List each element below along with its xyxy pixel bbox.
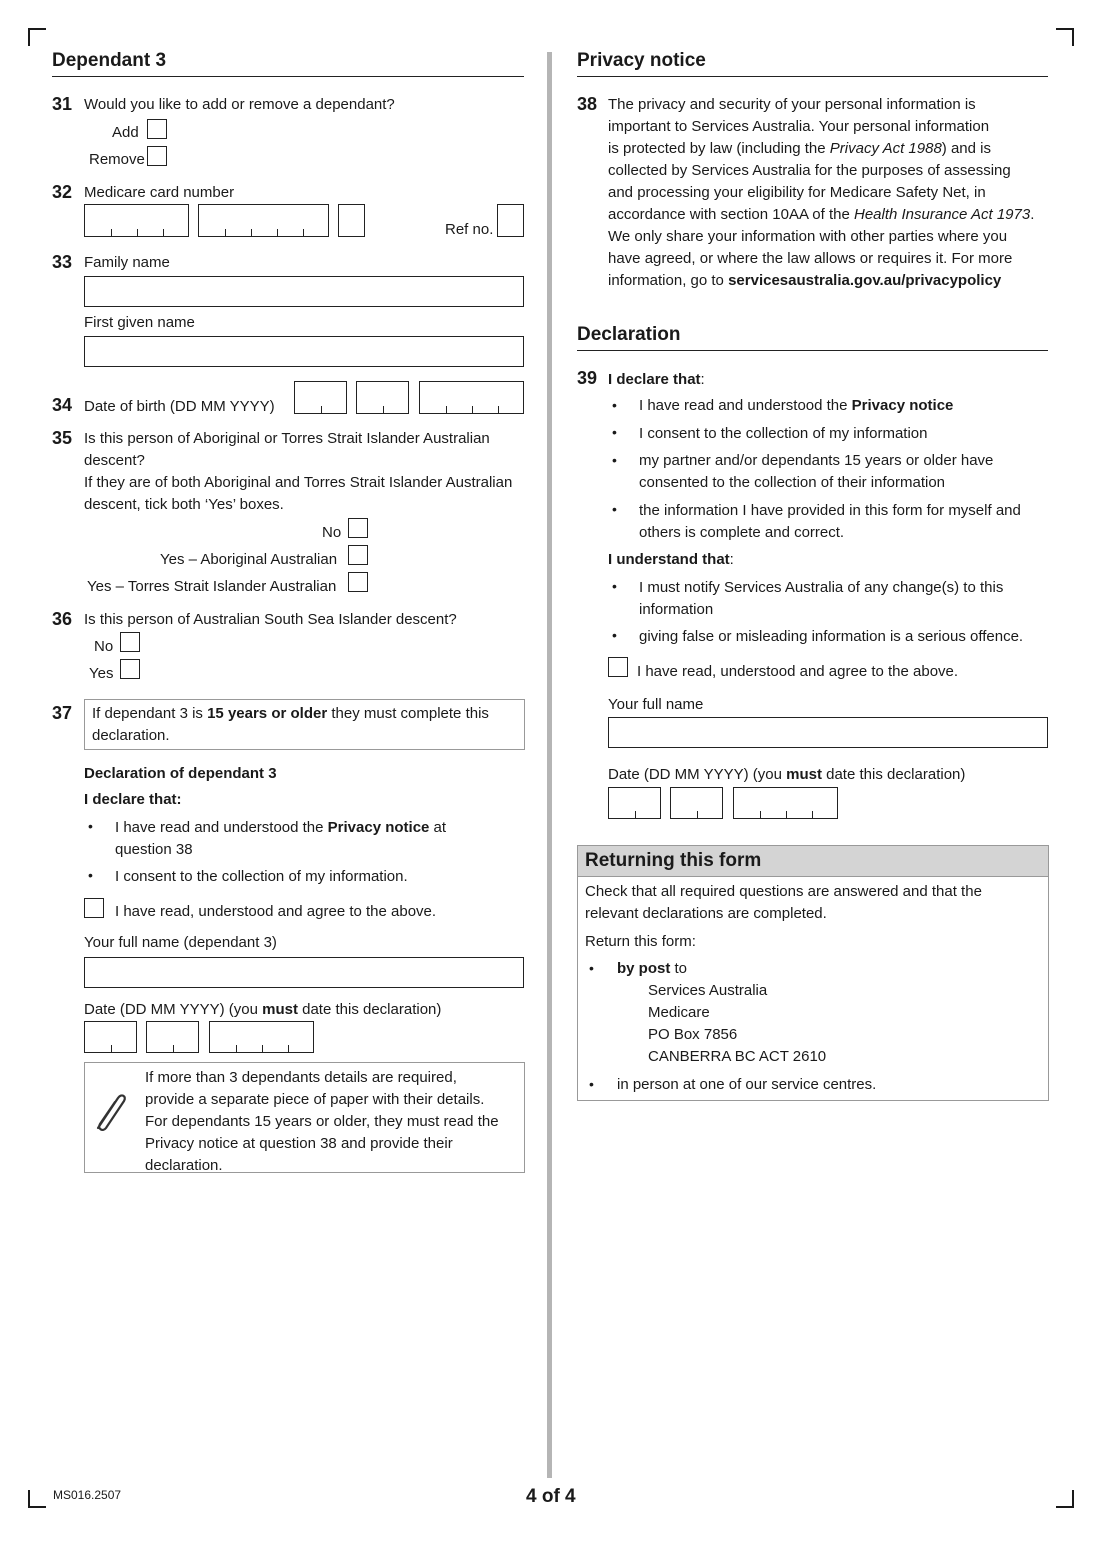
declaration-item: the information I have provided in this form for myself and [639, 502, 1021, 519]
declaration-item: I have read and understood the Privacy notice [639, 397, 954, 414]
declare-that-label: I declare that: [608, 371, 705, 388]
declaration-heading: Declaration of dependant 3 [84, 765, 277, 782]
address-line: Medicare [648, 1004, 710, 1021]
address-line: CANBERRA BC ACT 2610 [648, 1048, 827, 1065]
bullet: • [612, 397, 617, 413]
section-title-declaration: Declaration [577, 324, 681, 345]
page-number: 4 of 4 [526, 1486, 576, 1507]
bullet: • [612, 501, 617, 517]
crop-mark-top-left [28, 28, 30, 46]
crop-mark-bottom-left [28, 1490, 30, 1508]
understand-that-label: I understand that: [608, 551, 734, 568]
privacy-text: accordance with section 10AA of the Health Insurance Act 1973. [608, 206, 1035, 223]
checkbox-no[interactable] [348, 518, 368, 538]
info-text: declaration. [145, 1157, 223, 1174]
privacy-text: have agreed, or where the law allows or requires it. For more [608, 250, 1013, 267]
field-label: Date of birth (DD MM YYYY) [84, 398, 275, 415]
returning-text: relevant declarations are completed. [585, 905, 827, 922]
bullet: • [589, 960, 594, 976]
question-text: Is this person of Aboriginal or Torres Strait Islander Australian [84, 430, 490, 447]
declaration-item: others is complete and correct. [639, 524, 845, 541]
field-label: Your full name (dependant 3) [84, 934, 277, 951]
field-label: Family name [84, 254, 170, 271]
returning-title: Returning this form [585, 850, 762, 871]
crop-mark-top-right [1072, 28, 1074, 46]
address-line: PO Box 7856 [648, 1026, 738, 1043]
checkbox-no[interactable] [120, 632, 140, 652]
declaration-item: information [639, 601, 714, 618]
option-label-no: No [322, 524, 342, 541]
note-text: If dependant 3 is 15 years or older they must complete this [92, 705, 489, 722]
question-number: 35 [52, 428, 73, 448]
option-label-remove: Remove [89, 151, 145, 168]
question-number: 38 [577, 94, 598, 114]
declaration-item: I must notify Services Australia of any change(s) to this [639, 579, 1004, 596]
declaration-item: giving false or misleading information is a serious offence. [639, 628, 1024, 645]
question-text: descent? [84, 452, 145, 469]
info-text: provide a separate piece of paper with their details. [145, 1091, 485, 1108]
section-rule [577, 76, 1048, 77]
question-text: Would you like to add or remove a dependant? [84, 96, 395, 113]
privacy-text: We only share your information with other parties where you [608, 228, 1008, 245]
crop-mark-bottom-left [28, 1506, 46, 1508]
section-rule [577, 350, 1048, 351]
declaration-date-year-field[interactable] [733, 787, 838, 819]
question-number: 32 [52, 182, 73, 202]
return-by-post: by post to [617, 960, 688, 977]
decl-date-day-field[interactable] [84, 1021, 137, 1053]
section-rule [52, 76, 524, 77]
question-text: Is this person of Australian South Sea Islander descent? [84, 611, 457, 628]
question-number: 34 [52, 395, 73, 415]
bullet: • [612, 424, 617, 440]
declaration-date-day-field[interactable] [608, 787, 661, 819]
dob-day-field[interactable] [294, 381, 347, 414]
bullet: • [88, 867, 93, 883]
privacy-text: is protected by law (including the Privacy Act 1988) and is [608, 140, 991, 157]
ref-no-label: Ref no. [445, 221, 494, 238]
family-name-field[interactable] [84, 276, 524, 307]
checkbox-add[interactable] [147, 119, 167, 139]
medicare-card-part-1[interactable] [84, 204, 189, 237]
option-label-no: No [94, 638, 114, 655]
decl-date-month-field[interactable] [146, 1021, 199, 1053]
privacy-text: collected by Services Australia for the purposes of assessing [608, 162, 1011, 179]
agree-checkbox[interactable] [84, 898, 104, 918]
given-name-field[interactable] [84, 336, 524, 367]
declaration-item: I consent to the collection of my information. [115, 868, 408, 885]
bullet: • [612, 627, 617, 643]
form-code: MS016.2507 [53, 1488, 122, 1502]
checkbox-remove[interactable] [147, 146, 167, 166]
question-number: 33 [52, 252, 73, 272]
privacy-text: important to Services Australia. Your personal information [608, 118, 990, 135]
checkbox-yes[interactable] [120, 659, 140, 679]
bullet: • [612, 578, 617, 594]
declaration-item: consented to the collection of their information [639, 474, 946, 491]
question-text: descent, tick both ‘Yes’ boxes. [84, 496, 284, 513]
dob-year-field[interactable] [419, 381, 524, 414]
returning-text: Check that all required questions are answered and that the [585, 883, 982, 900]
section-title-dependant-3: Dependant 3 [52, 50, 167, 71]
declaration-item: my partner and/or dependants 15 years or older have [639, 452, 994, 469]
info-text: Privacy notice at question 38 and provide their [145, 1135, 453, 1152]
address-line: Services Australia [648, 982, 768, 999]
column-divider [547, 52, 552, 1478]
question-number: 39 [577, 368, 598, 388]
question-number: 31 [52, 94, 73, 114]
returning-text: Return this form: [585, 933, 696, 950]
paperclip-icon [88, 1088, 130, 1136]
dependant-full-name-field[interactable] [84, 957, 524, 988]
declaration-item: I consent to the collection of my information [639, 425, 928, 442]
declaration-item: I have read and understood the Privacy notice at [115, 819, 447, 836]
crop-mark-bottom-right [1072, 1490, 1074, 1508]
privacy-policy-link[interactable]: servicesaustralia.gov.au/privacypolicy [728, 272, 1002, 289]
field-label: Medicare card number [84, 184, 235, 201]
option-label-add: Add [112, 124, 139, 141]
note-text: declaration. [92, 727, 170, 744]
question-number: 36 [52, 609, 73, 629]
privacy-text: information, go to servicesaustralia.gov.au/privacypolicy [608, 272, 1002, 289]
ref-no-field[interactable] [497, 204, 524, 237]
info-text: If more than 3 dependants details are required, [145, 1069, 457, 1086]
bullet: • [88, 818, 93, 834]
option-label-yes-aboriginal: Yes – Aboriginal Australian [160, 551, 338, 568]
question-number: 37 [52, 703, 73, 723]
privacy-text: The privacy and security of your personal information is [608, 96, 976, 113]
field-label: Your full name [608, 696, 704, 713]
field-label: Date (DD MM YYYY) (you must date this declaration) [608, 766, 966, 783]
agree-label: I have read, understood and agree to the above. [637, 663, 959, 680]
full-name-field[interactable] [608, 717, 1048, 748]
bullet: • [612, 452, 617, 468]
bullet: • [589, 1076, 594, 1092]
declaration-item: question 38 [115, 841, 193, 858]
option-label-yes-torres-strait: Yes – Torres Strait Islander Australian [87, 578, 337, 595]
question-text: If they are of both Aboriginal and Torres Strait Islander Australian [84, 474, 513, 491]
declaration-date-month-field[interactable] [670, 787, 723, 819]
declare-that-label: I declare that: [84, 791, 182, 808]
decl-date-year-field[interactable] [209, 1021, 314, 1053]
checkbox-yes-aboriginal[interactable] [348, 545, 368, 565]
agree-checkbox[interactable] [608, 657, 628, 677]
return-in-person: in person at one of our service centres. [617, 1076, 877, 1093]
medicare-card-part-3[interactable] [338, 204, 365, 237]
privacy-text: and processing your eligibility for Medicare Safety Net, in [608, 184, 986, 201]
checkbox-yes-torres-strait[interactable] [348, 572, 368, 592]
agree-label: I have read, understood and agree to the above. [115, 903, 437, 920]
medicare-card-part-2[interactable] [198, 204, 329, 237]
section-title-privacy-notice: Privacy notice [577, 50, 706, 71]
option-label-yes: Yes [89, 665, 114, 682]
crop-mark-top-left [28, 28, 46, 30]
dob-month-field[interactable] [356, 381, 409, 414]
info-text: For dependants 15 years or older, they must read the [145, 1113, 499, 1130]
field-label: First given name [84, 314, 195, 331]
field-label: Date (DD MM YYYY) (you must date this declaration) [84, 1001, 442, 1018]
